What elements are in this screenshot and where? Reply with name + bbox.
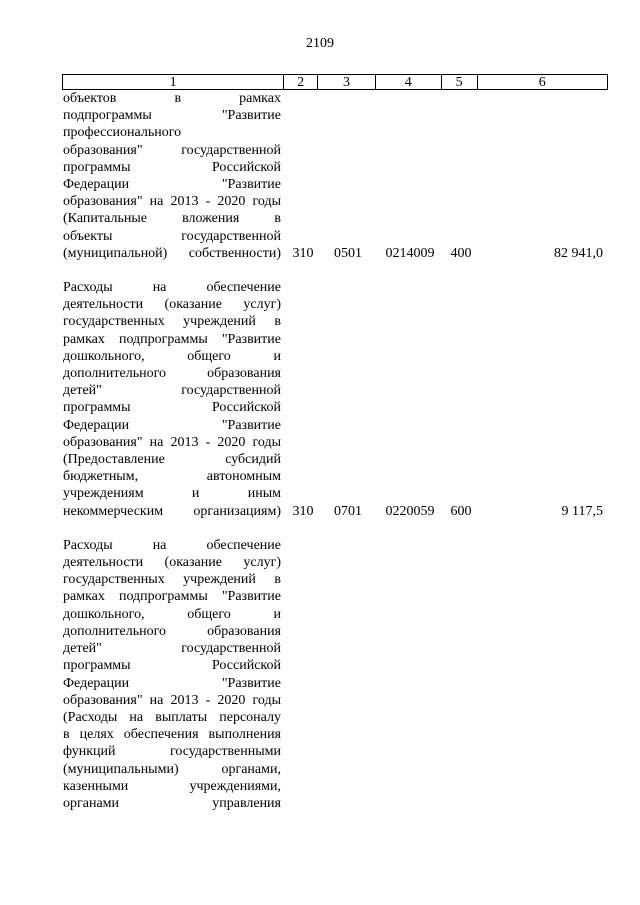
header-cell-1: 1 — [63, 75, 284, 89]
header-cell-5: 5 — [442, 75, 478, 89]
row-col-5: 400 — [450, 245, 472, 261]
header-cell-2: 2 — [284, 75, 318, 89]
description-line: детей" государственной — [63, 383, 281, 399]
description-line: Федерации "Развитие — [63, 675, 281, 691]
row-col-3: 0501 — [334, 245, 362, 261]
description-line: (Расходы на выплаты персоналу — [63, 709, 281, 725]
row-description — [62, 537, 281, 812]
description-line: профессионального — [63, 125, 182, 141]
description-line: Федерации "Развитие — [63, 417, 281, 433]
header-cell-4: 4 — [376, 75, 442, 89]
description-line: (Капитальные вложения в — [63, 211, 281, 227]
description-line: деятельности (оказание услуг) — [63, 297, 281, 313]
description-line: в целях обеспечения выполнения — [63, 727, 281, 743]
description-line: объекты государственной — [63, 228, 281, 244]
header-cell-3: 3 — [318, 75, 376, 89]
description-line: некоммерческим организациям) — [63, 503, 281, 519]
table-body — [62, 90, 608, 812]
row-col-4: 0220059 — [385, 503, 435, 519]
description-line: детей" государственной — [63, 641, 281, 657]
table-header — [62, 74, 608, 90]
row-col-5: 600 — [450, 503, 472, 519]
description-line: рамках подпрограммы "Развитие — [63, 589, 281, 605]
description-line: программы Российской — [63, 159, 281, 175]
description-line: программы Российской — [63, 658, 281, 674]
description-line: дошкольного, общего и — [63, 348, 281, 364]
description-line: деятельности (оказание услуг) — [63, 555, 281, 571]
description-line: Расходы на обеспечение — [63, 280, 281, 296]
header-cell-6: 6 — [538, 75, 546, 90]
description-line: функций государственными — [63, 744, 281, 760]
description-line: программы Российской — [63, 400, 281, 416]
description-line: (муниципальной) собственности) — [63, 245, 281, 261]
row-col-2: 310 — [292, 245, 314, 261]
description-line: дополнительного образования — [63, 623, 281, 639]
row-description — [62, 279, 281, 520]
row-col-6: 82 941,0 — [554, 245, 603, 261]
description-line: образования" на 2013 - 2020 годы — [63, 692, 281, 708]
description-line: образования" на 2013 - 2020 годы — [63, 194, 281, 210]
row-description — [62, 90, 281, 262]
description-line: Федерации "Развитие — [63, 177, 281, 193]
table-row — [62, 90, 608, 262]
description-line: бюджетным, автономным — [63, 469, 281, 485]
table-row — [62, 279, 608, 520]
description-line: государственных учреждений в — [63, 314, 281, 330]
row-col-2: 310 — [292, 503, 314, 519]
description-line: (Предоставление субсидий — [63, 452, 281, 468]
description-line: дополнительного образования — [63, 366, 281, 382]
description-line: органами управления — [63, 795, 281, 811]
description-line: учреждениям и иным — [63, 486, 281, 502]
description-line: Расходы на обеспечение — [63, 537, 281, 553]
description-line: дошкольного, общего и — [63, 606, 281, 622]
description-line: подпрограммы "Развитие — [63, 108, 281, 124]
row-col-4: 0214009 — [385, 245, 435, 261]
table-row — [62, 537, 608, 812]
page-number: 2109 — [306, 36, 334, 51]
description-line: образования" государственной — [63, 142, 281, 158]
description-line: объектов в рамках — [63, 91, 281, 106]
description-line: образования" на 2013 - 2020 годы — [63, 434, 281, 450]
description-line: (муниципальными) органами, — [63, 761, 281, 777]
description-line: рамках подпрограммы "Развитие — [63, 331, 281, 347]
description-line: казенными учреждениями, — [63, 778, 281, 794]
row-col-6: 9 117,5 — [561, 503, 603, 519]
row-col-3: 0701 — [334, 503, 362, 519]
description-line: государственных учреждений в — [63, 572, 281, 588]
